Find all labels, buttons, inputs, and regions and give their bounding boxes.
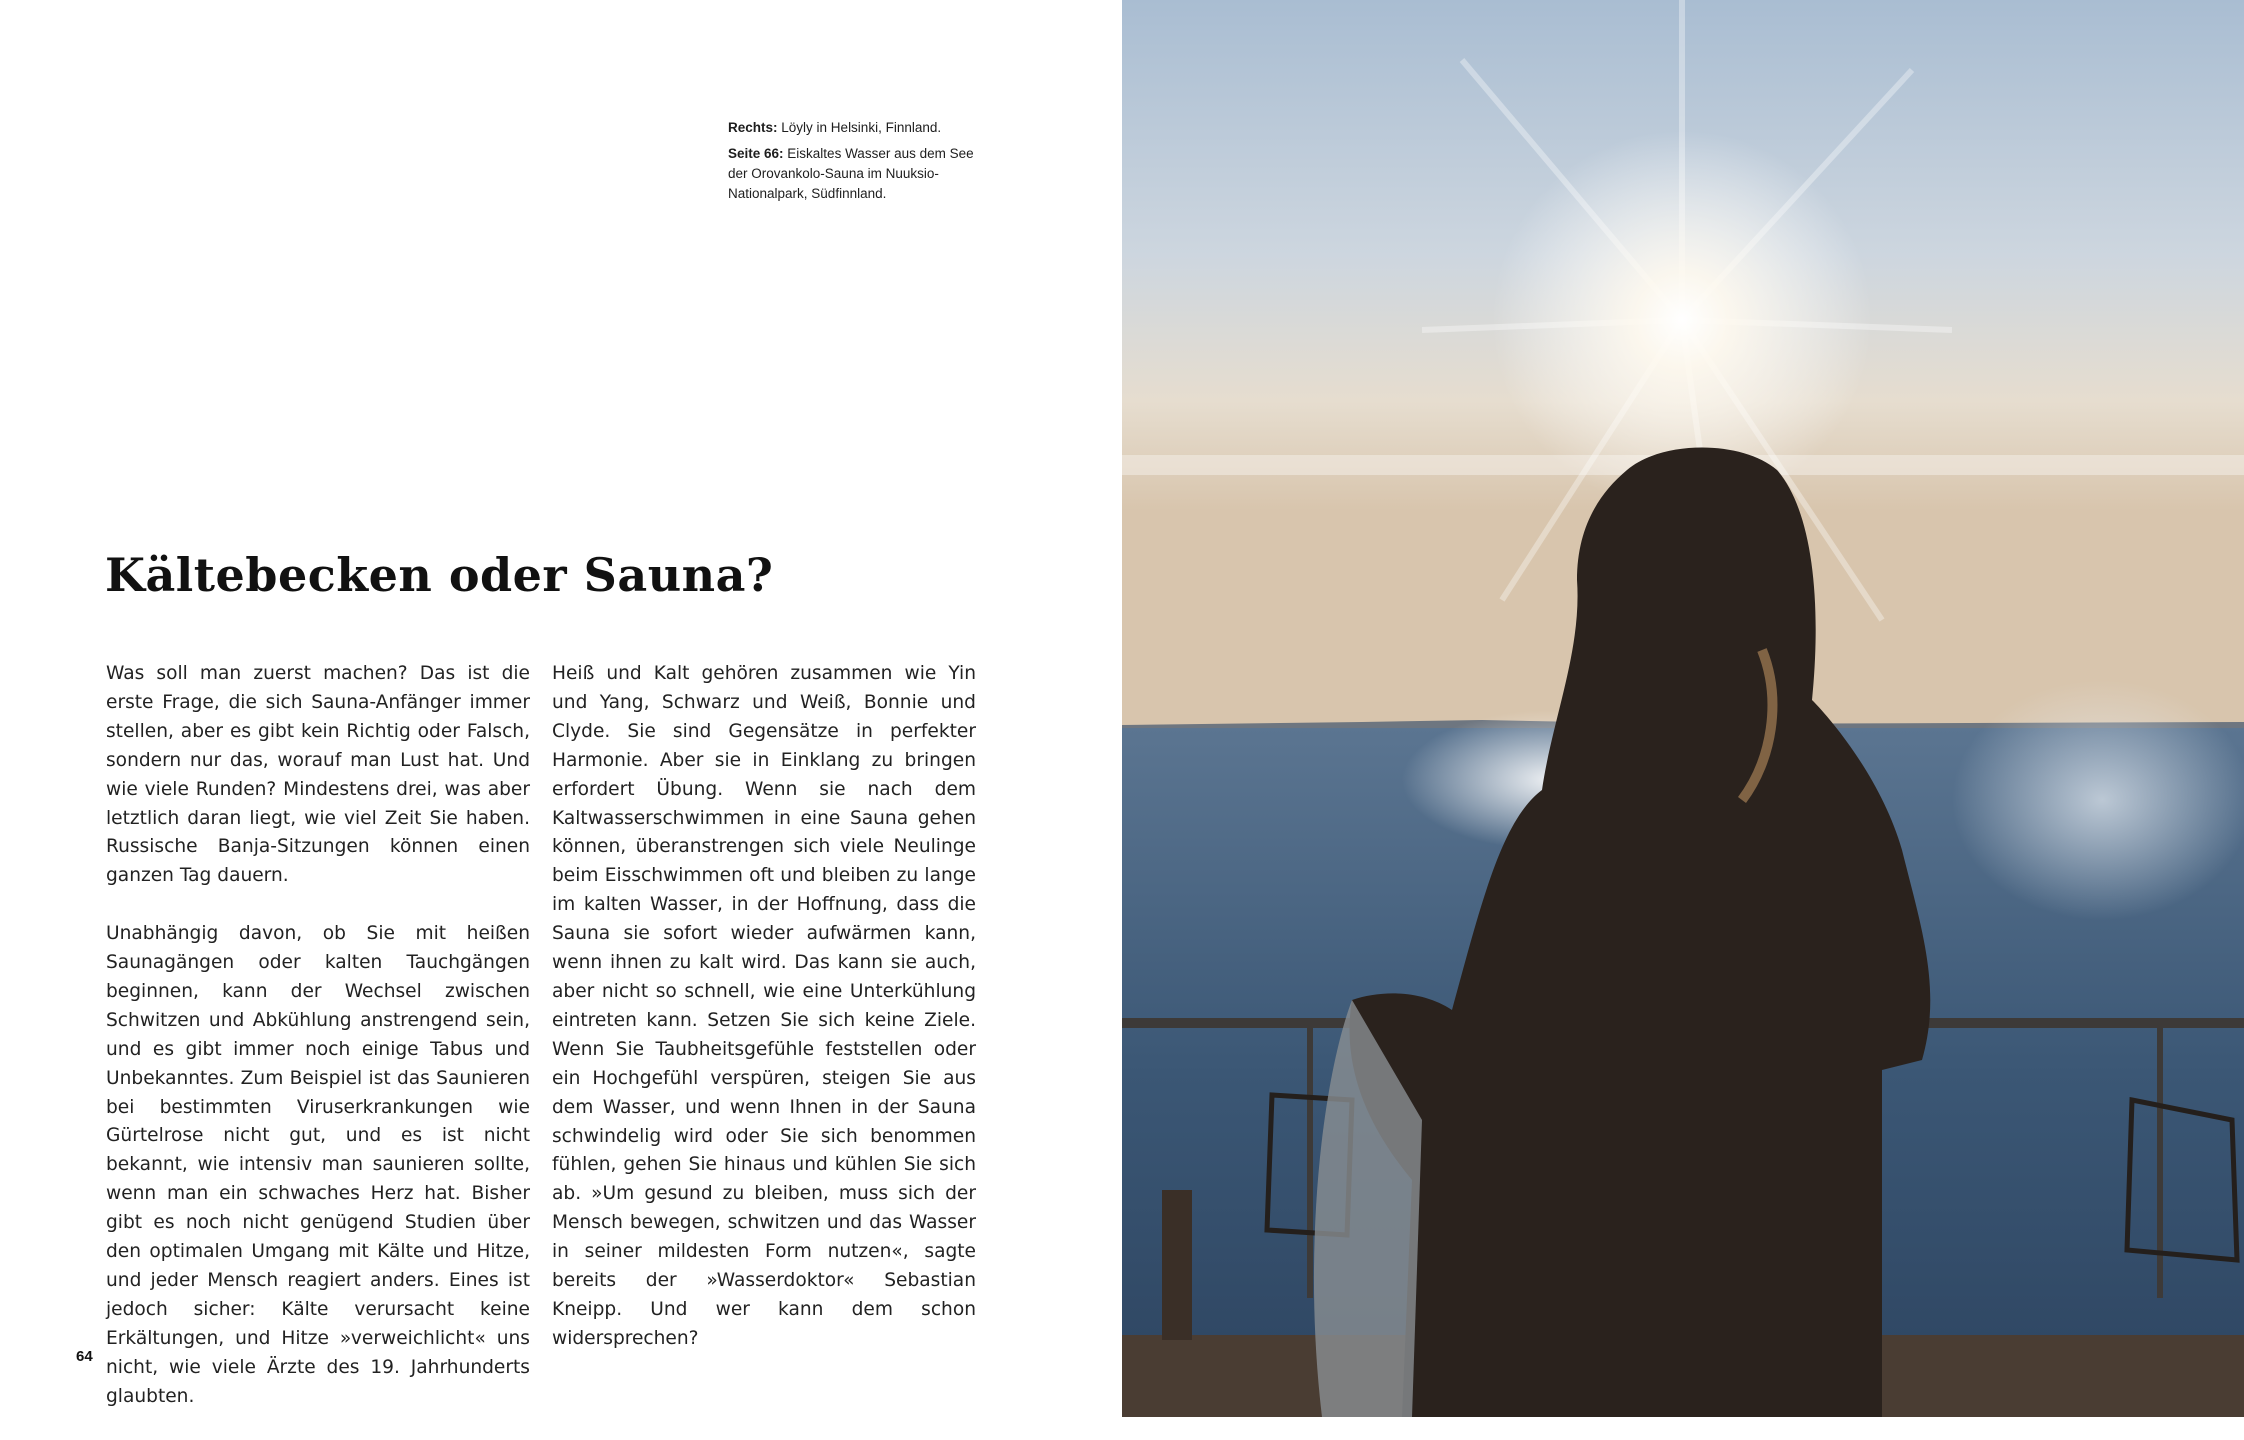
paragraph: Heiß und Kalt gehören zusammen wie Yin und Yang, Schwarz und Weiß, Bonnie und Clyde. Sie sind Gegensätze in perfekter Harmonie. Aber sie in Einklang zu bringen erfordert Übung. Wenn sie nach dem Kaltwasserschwimmen in eine Sauna gehen können, überanstrengen sich viele Neulinge beim Eisschwimmen oft und bleiben zu lange im kalten Wasser, in der Hoffnung, dass die Sauna sie sofort wieder aufwärmen kann, wenn ihnen zu kalt wird. Das kann sie auch, aber nicht so schnell, wie eine Unterkühlung eintreten kann. Setzen Sie sich keine Ziele. Wenn Sie Taubheitsgefühle feststellen oder ein Hochgefühl verspüren, steigen Sie aus dem Wasser, und wenn Ihnen in der Sauna schwindelig wird oder Sie sich benommen fühlen, gehen Sie hinaus und kühlen Sie sich ab. »Um gesund zu bleiben, muss sich der Mensch bewegen, schwitzen und das Wasser in seiner mildesten Form nutzen«, sagte bereits der »Wasserdoktor« Sebastian Kneipp. Und wer kann dem schon widersprechen? — [552, 663, 976, 1349]
caption-right-label: Rechts: — [728, 120, 778, 135]
text-column-right — [552, 660, 976, 1383]
caption-right-text: Löyly in Helsinki, Finnland. — [781, 120, 942, 135]
caption-page66 — [728, 144, 988, 204]
left-page — [0, 0, 1122, 1417]
sauna-sea-photo — [1122, 0, 2244, 1417]
right-page — [1122, 0, 2244, 1417]
article-headline: Kältebecken oder Sauna? — [105, 548, 774, 602]
post — [1162, 1190, 1192, 1340]
text-column-left — [106, 660, 530, 1440]
page-number: 64 — [76, 1348, 93, 1365]
caption-page66-text: Eiskaltes Wasser aus dem See der Orovankolo-Sauna im Nuuksio-Nationalpark, Südfinnland. — [728, 146, 974, 201]
photo-caption — [728, 118, 988, 210]
steam — [1952, 680, 2244, 920]
paragraph: Was soll man zuerst machen? Das ist die erste Frage, die sich Sauna-Anfänger immer stellen, aber es gibt kein Richtig oder Falsch, sondern nur das, worauf man Lust hat. Und wie viele Runden? Mindestens drei, was aber letztlich daran liegt, wie viel Zeit Sie haben. Russische Banja-Sitzungen können einen ganzen Tag dauern. — [106, 663, 530, 887]
caption-page66-label: Seite 66: — [728, 146, 784, 161]
caption-right — [728, 118, 988, 138]
paragraph: Unabhängig davon, ob Sie mit heißen Saunagängen oder kalten Tauchgängen beginnen, kann der Wechsel zwischen Schwitzen und Abkühlung anstrengend sein, und es gibt immer noch einige Tabus und Unbekanntes. Zum Beispiel ist das Saunieren bei bestimmten Viruserkrankungen wie Gürtelrose nicht gut, und es ist nicht bekannt, wie intensiv man saunieren sollte, wenn man ein schwaches Herz hat. Bisher gibt es noch nicht genügend Studien über den optimalen Umgang mit Kälte und Hitze, und jeder Mensch reagiert anders. Eines ist jedoch sicher: Kälte verursacht keine Erkältungen, und Hitze »verweichlicht« uns nicht, wie viele Ärzte des 19. Jahrhunderts glaubten. — [106, 923, 530, 1407]
